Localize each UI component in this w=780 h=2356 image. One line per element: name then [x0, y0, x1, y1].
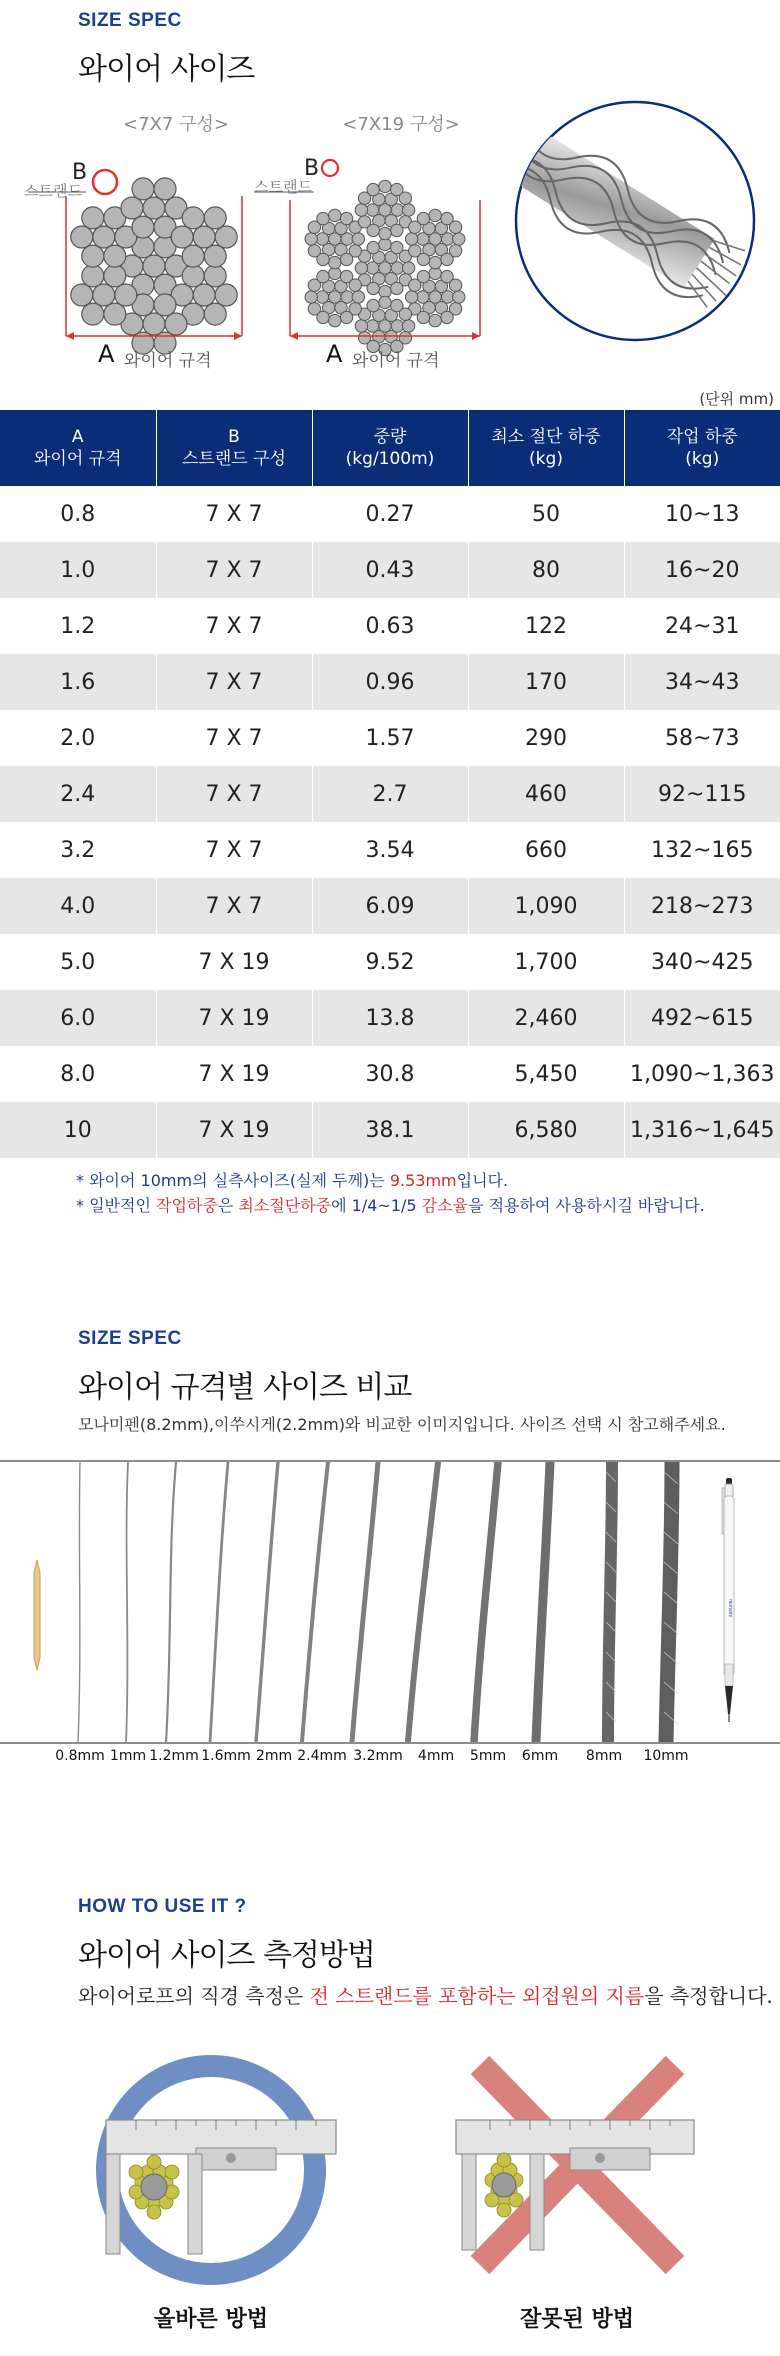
wire-label: 1.6mm [201, 1748, 251, 1764]
cell-strand: 7 X 19 [156, 990, 312, 1046]
wire-filament [402, 204, 414, 216]
table-header-row [0, 410, 780, 486]
wire-filament [406, 291, 418, 303]
wire-filament [182, 207, 204, 229]
wire-filament [406, 233, 418, 245]
wire-filament [379, 180, 391, 192]
measure-description [78, 1980, 773, 2009]
wire-5mm [474, 1462, 498, 1742]
a-label-left: A [98, 340, 115, 368]
correct-method-label: 올바른 방법 [154, 2307, 268, 2332]
header-line1: 작업 하중 [666, 427, 738, 447]
wire-filament [391, 224, 403, 236]
wire-filament [143, 313, 165, 335]
wire-filament [409, 245, 421, 257]
section-subtitle: 모나미펜(8.2mm),이쑤시게(2.2mm)와 비교한 이미지입니다. 사이즈 선택 시 참고해주세요. [78, 1415, 726, 1434]
wire-filament [402, 262, 414, 274]
cell-breaking-load: 50 [468, 486, 624, 542]
wire-filament [182, 265, 204, 287]
wire-filament [355, 320, 367, 332]
note-actual-size [76, 1168, 508, 1191]
b-label-right: B [304, 156, 320, 181]
cell-size: 10 [0, 1102, 156, 1158]
cell-breaking-load: 290 [468, 710, 624, 766]
wire-filament [441, 311, 453, 323]
wire-filament [82, 207, 104, 229]
wire-label: 0.8mm [55, 1748, 105, 1764]
wire-filament [121, 197, 143, 219]
header-line2: (kg) [685, 449, 720, 469]
wire-filament [317, 270, 329, 282]
header-line2: (kg) [529, 449, 563, 469]
section-label: HOW TO USE IT ? [78, 1896, 247, 1917]
wire-label: 2.4mm [297, 1748, 347, 1764]
cell-size: 3.2 [0, 822, 156, 878]
lead-text: 와이어로프의 직경 측정은 [78, 1984, 310, 2008]
cell-working-load: 34~43 [624, 654, 780, 710]
header-b [156, 410, 312, 486]
cell-weight: 38.1 [312, 1102, 468, 1158]
wire-filament [349, 279, 361, 291]
header-line2: 와이어 규격 [33, 449, 122, 469]
table-row [0, 822, 780, 878]
wire-filament [204, 245, 226, 267]
wire-1-6mm [210, 1462, 228, 1742]
cell-strand: 7 X 7 [156, 766, 312, 822]
wire-filament [453, 233, 465, 245]
cell-working-load: 132~165 [624, 822, 780, 878]
wire-filament [305, 233, 317, 245]
header-line1: A [71, 427, 84, 447]
note-text: 을 적용하여 사용하시길 바랍니다. [468, 1196, 705, 1215]
wire-filament [352, 291, 364, 303]
wire-label: 10mm [643, 1748, 689, 1764]
cell-weight: 3.54 [312, 822, 468, 878]
wire-filament [429, 314, 441, 326]
cell-size: 5.0 [0, 934, 156, 990]
wire-filament [429, 256, 441, 268]
cell-breaking-load: 5,450 [468, 1046, 624, 1102]
wire-filament [104, 245, 126, 267]
cell-breaking-load: 2,460 [468, 990, 624, 1046]
cell-breaking-load: 170 [468, 654, 624, 710]
cell-strand: 7 X 7 [156, 878, 312, 934]
cell-breaking-load: 1,700 [468, 934, 624, 990]
wire-1mm [126, 1462, 128, 1742]
wire-label: 2mm [255, 1748, 293, 1764]
wire-filament [308, 245, 320, 257]
strand-highlight [93, 170, 117, 194]
pen-image [716, 1478, 744, 1728]
wire-filament [215, 284, 237, 306]
wire-filament [104, 303, 126, 325]
wire-filament [449, 279, 461, 291]
cell-breaking-load: 6,580 [468, 1102, 624, 1158]
lead-highlight: 전 스트랜드를 포함하는 외접원의 지름 [309, 1984, 645, 2008]
wire-filament [329, 209, 341, 221]
table-row [0, 990, 780, 1046]
header-working-load [624, 410, 780, 486]
wire-filament [143, 255, 165, 277]
header-a [0, 410, 156, 486]
wire-filament [355, 262, 367, 274]
section-title: 와이어 사이즈 [78, 52, 255, 87]
wire-label: 3.2mm [353, 1748, 403, 1764]
table-row [0, 486, 780, 542]
wire-filament [399, 308, 411, 320]
wire-filament [182, 245, 204, 267]
b-label-left: B [72, 160, 88, 185]
cell-strand: 7 X 7 [156, 542, 312, 598]
cell-size: 4.0 [0, 878, 156, 934]
cell-strand: 7 X 7 [156, 710, 312, 766]
wire-filament [193, 284, 215, 306]
wire-1-2mm [166, 1462, 176, 1742]
toothpick-image [30, 1560, 44, 1670]
strand-label-right: 스트랜드 [254, 178, 312, 196]
wire-0-8mm [78, 1462, 80, 1742]
cell-strand: 7 X 19 [156, 934, 312, 990]
wire-label: 1mm [109, 1748, 147, 1764]
note-text: * 와이어 10mm의 실측사이즈(실제 두께)는 [76, 1171, 390, 1190]
wire-filament [204, 303, 226, 325]
cell-weight: 2.7 [312, 766, 468, 822]
cell-strand: 7 X 7 [156, 598, 312, 654]
cell-size: 0.8 [0, 486, 156, 542]
wire-filament [204, 265, 226, 287]
wire-4mm [408, 1462, 438, 1742]
table-row [0, 878, 780, 934]
table-row [0, 542, 780, 598]
cell-working-load: 492~615 [624, 990, 780, 1046]
wire-filament [367, 183, 379, 195]
note-highlight: 9.53mm [389, 1171, 457, 1190]
header-line2: 스트랜드 구성 [182, 449, 286, 469]
note-working-load [76, 1193, 705, 1216]
wire-filament [165, 313, 187, 335]
wire-filament [379, 227, 391, 239]
wire-filament [358, 332, 370, 344]
table-row [0, 710, 780, 766]
wire-filament [143, 197, 165, 219]
cell-working-load: 24~31 [624, 598, 780, 654]
strand-highlight [322, 160, 338, 176]
cell-weight: 0.63 [312, 598, 468, 654]
cell-strand: 7 X 7 [156, 486, 312, 542]
wire-filament [154, 294, 176, 316]
cell-working-load: 1,316~1,645 [624, 1102, 780, 1158]
wire-filament [379, 296, 391, 308]
wire-6mm [536, 1462, 550, 1742]
cell-weight: 0.27 [312, 486, 468, 542]
cell-working-load: 92~115 [624, 766, 780, 822]
wire-filament [449, 221, 461, 233]
compare-bottom-line [0, 1742, 780, 1744]
cell-size: 1.2 [0, 598, 156, 654]
section-label: SIZE SPEC [78, 1328, 182, 1349]
wire-label: 1.2mm [149, 1748, 199, 1764]
wire-filament [193, 226, 215, 248]
cell-strand: 7 X 7 [156, 654, 312, 710]
wire-filament [329, 256, 341, 268]
wire-label: 6mm [521, 1748, 559, 1764]
wire-filament [352, 233, 364, 245]
note-highlight: 최소절단하중 [238, 1196, 332, 1215]
wire-2-4mm [302, 1462, 328, 1742]
note-highlight: 감소율 [421, 1196, 469, 1215]
cell-working-load: 340~425 [624, 934, 780, 990]
cell-weight: 0.96 [312, 654, 468, 710]
correct-method-illustration [76, 2050, 346, 2290]
wire-filament [329, 314, 341, 326]
header-weight [312, 410, 468, 486]
strand-label-left: 스트랜드 [24, 182, 82, 200]
cell-working-load: 58~73 [624, 710, 780, 766]
pen-brand: monami [727, 1599, 733, 1617]
wire-filament [417, 212, 429, 224]
header-line2: (kg/100m) [345, 449, 435, 469]
header-breaking-load [468, 410, 624, 486]
wire-filament [340, 253, 352, 265]
wire-filament [308, 303, 320, 315]
wire-filament [132, 178, 154, 200]
note-text: 에 1/4~1/5 [331, 1196, 422, 1215]
wire-filament [340, 311, 352, 323]
wire-rope-photo [512, 98, 758, 344]
wire-filament [82, 245, 104, 267]
diagram-caption-7x7: <7X7 구성> [123, 114, 229, 135]
header-line1: 중량 [373, 427, 407, 447]
wire-filament [391, 282, 403, 294]
wire-3-2mm [352, 1462, 378, 1742]
wire-filament [71, 284, 93, 306]
wire-2mm [256, 1462, 278, 1742]
section-title: 와이어 규격별 사이즈 비교 [78, 1370, 412, 1405]
cell-strand: 7 X 7 [156, 822, 312, 878]
wire-filament [305, 291, 317, 303]
wire-filament [82, 265, 104, 287]
wire-filament [71, 226, 93, 248]
wire-filament [441, 253, 453, 265]
wire-filament [104, 265, 126, 287]
spec-table [0, 410, 780, 1158]
wire-filament [171, 226, 193, 248]
wire-filament [367, 241, 379, 253]
wire-filament [82, 303, 104, 325]
note-text: * 일반적인 [76, 1196, 156, 1215]
cell-working-load: 218~273 [624, 878, 780, 934]
table-row [0, 654, 780, 710]
cell-breaking-load: 122 [468, 598, 624, 654]
cell-working-load: 16~20 [624, 542, 780, 598]
cell-breaking-load: 1,090 [468, 878, 624, 934]
diagram-caption-7x19: <7X19 구성> [342, 114, 460, 135]
wire-filament [93, 284, 115, 306]
wire-filament [367, 299, 379, 311]
cell-weight: 0.43 [312, 542, 468, 598]
wire-filament [204, 207, 226, 229]
wire-filament [93, 226, 115, 248]
wire-label: 4mm [417, 1748, 455, 1764]
cell-size: 1.0 [0, 542, 156, 598]
wire-label: 8mm [585, 1748, 623, 1764]
wire-filament [132, 216, 154, 238]
lead-text: 을 측정합니다. [644, 1984, 773, 2008]
section-label: SIZE SPEC [78, 10, 182, 31]
cell-weight: 6.09 [312, 878, 468, 934]
note-highlight: 작업하중 [156, 1196, 218, 1215]
a-caption-left: 와이어 규격 [124, 351, 212, 371]
wrong-method-illustration [450, 2040, 700, 2290]
cell-breaking-load: 660 [468, 822, 624, 878]
cell-weight: 30.8 [312, 1046, 468, 1102]
table-row [0, 934, 780, 990]
wire-filament [317, 212, 329, 224]
table-row [0, 1046, 780, 1102]
unit-label: (단위 mm) [699, 390, 774, 408]
cell-size: 2.0 [0, 710, 156, 766]
wire-filament [154, 178, 176, 200]
cell-size: 8.0 [0, 1046, 156, 1102]
wire-filament [417, 270, 429, 282]
wire-comparison [60, 1462, 720, 1742]
cell-strand: 7 X 19 [156, 1046, 312, 1102]
wire-filament [402, 320, 414, 332]
wire-filament [115, 284, 137, 306]
a-caption-right: 와이어 규격 [352, 351, 440, 371]
cell-strand: 7 X 19 [156, 1102, 312, 1158]
wrong-method-label: 잘못된 방법 [520, 2307, 634, 2332]
cell-weight: 9.52 [312, 934, 468, 990]
cell-breaking-load: 80 [468, 542, 624, 598]
cell-size: 6.0 [0, 990, 156, 1046]
cell-weight: 13.8 [312, 990, 468, 1046]
wire-filament [399, 192, 411, 204]
table-row [0, 766, 780, 822]
table-row [0, 1102, 780, 1158]
wire-filament [453, 291, 465, 303]
wire-filament [429, 209, 441, 221]
header-line1: B [228, 427, 240, 447]
a-label-right: A [326, 340, 343, 368]
cell-breaking-load: 460 [468, 766, 624, 822]
header-line1: 최소 절단 하중 [491, 427, 601, 447]
cell-weight: 1.57 [312, 710, 468, 766]
cell-size: 2.4 [0, 766, 156, 822]
wire-label: 5mm [469, 1748, 507, 1764]
note-text: 은 [217, 1196, 239, 1215]
table-row [0, 598, 780, 654]
wire-filament [358, 216, 370, 228]
wire-filament [215, 226, 237, 248]
section-title: 와이어 사이즈 측정방법 [78, 1938, 375, 1973]
note-text: 입니다. [456, 1171, 509, 1190]
cell-working-load: 1,090~1,363 [624, 1046, 780, 1102]
cell-working-load: 10~13 [624, 486, 780, 542]
cell-size: 1.6 [0, 654, 156, 710]
wire-filament [355, 204, 367, 216]
